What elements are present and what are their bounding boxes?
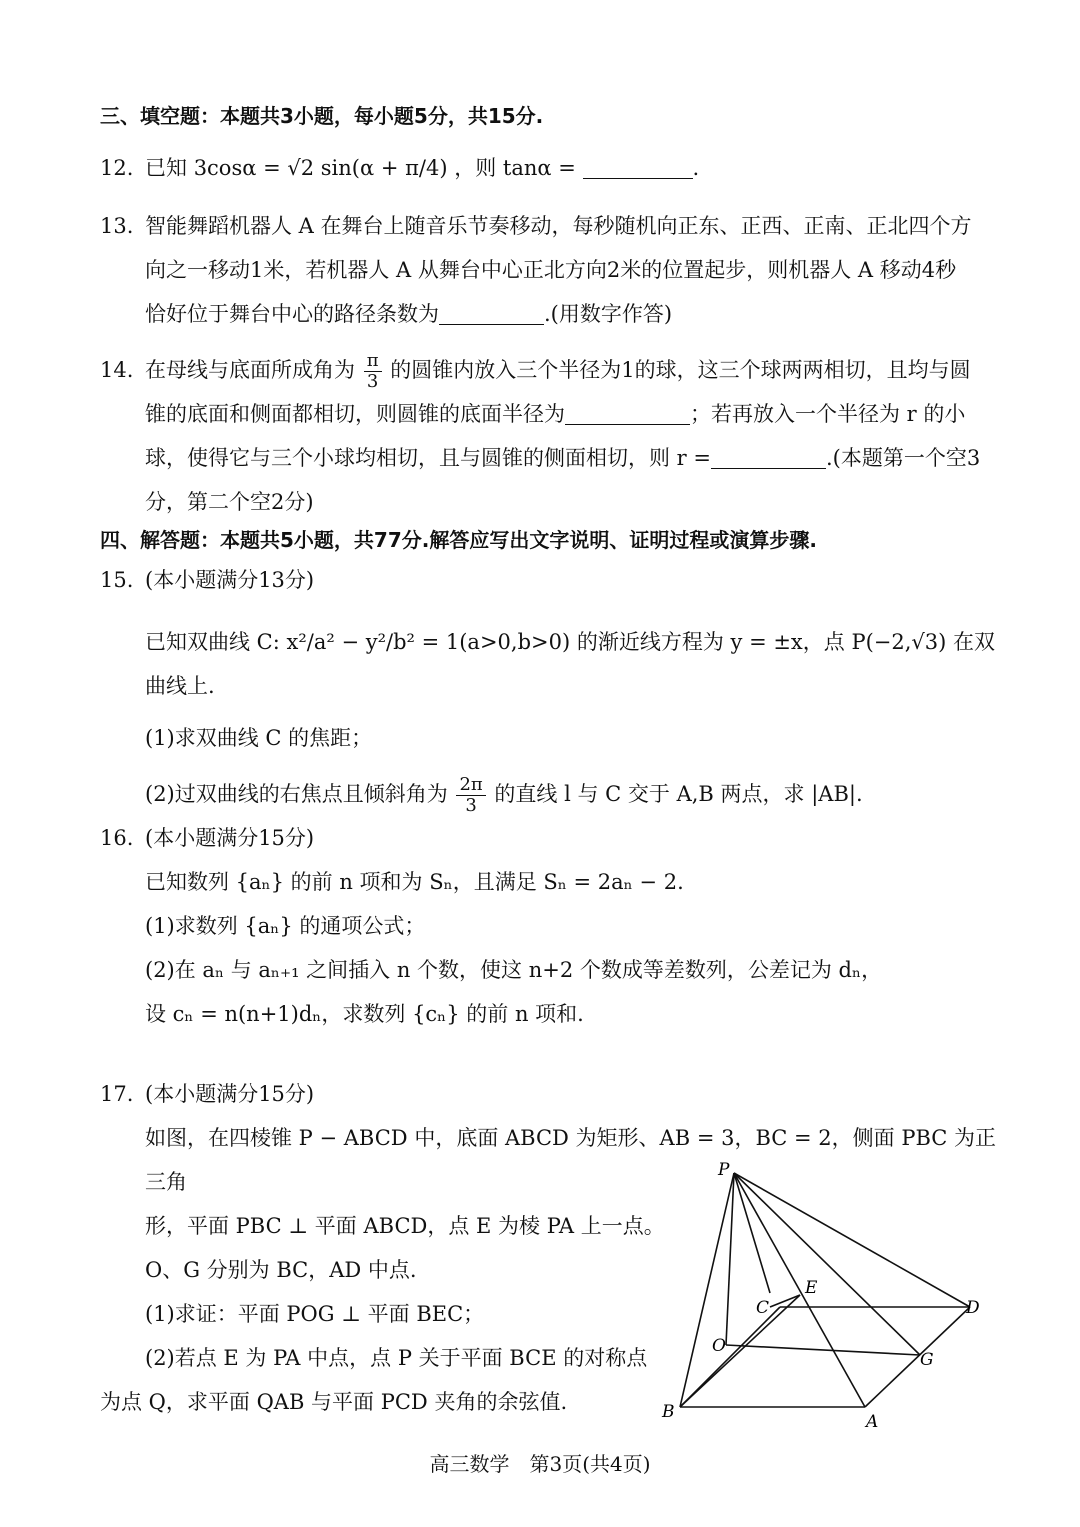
question-15: 15. (本小题满分13分) 已知双曲线 C: x²/a² − y²/b² = 1(a>0,b>0) 的渐近线方程为 y = ±x，点 P(−2,√3) 在双曲线上. (1)求双曲线 C 的焦距； (2)过双曲线的右焦点且倾斜角为 $\frac{2\pi}{3}$ 的直线 l 与 C 交于 A,B 两点，求 |AB|. [100, 568, 996, 816]
question-14: 14. 在母线与底面所成角为 $\frac{\pi}{3}$ 的圆锥内放入三个半径为1的球，这三个球两两相切，且均与圆 锥的底面和侧面都相切，则圆锥的底面半径为 ；若再放入一个半径为 r 的小 球，使得它与三个小球均相切，且与圆锥的侧面相切，则 r = .(本题第一个空3 分，第二个空2分) [100, 350, 981, 514]
question-16: 16. (本小题满分15分) 已知数列 {aₙ} 的前 n 项和为 Sₙ，且满足 Sₙ = 2aₙ − 2. (1)求数列 {aₙ} 的通项公式； (2)在 aₙ 与 aₙ₊₁ 之间插入 n 个数，使这 n+2 个数成等差数列，公差记为 dₙ， 设 cₙ = n(n+1)dₙ，求数列 {cₙ} 的前 n 项和. [100, 826, 883, 1026]
q12-formula: 3cosα = √2 sin(α + π/4) [193, 156, 448, 180]
page-footer: 高三数学 第3页(共4页) [429, 1452, 651, 1476]
label-P: P [718, 1160, 730, 1180]
answer-blank[interactable] [439, 298, 544, 325]
label-D: D [966, 1298, 980, 1318]
section4-heading: 四、解答题：本题共5小题，共77分.解答应写出文字说明、证明过程或演算步骤. [100, 528, 817, 552]
label-G: G [920, 1350, 934, 1370]
answer-blank[interactable] [565, 398, 690, 425]
question-12: 12. 已知 3cosα = √2 sin(α + π/4) ，则 tanα = . [100, 146, 1000, 190]
question-17: 17. (本小题满分15分) 如图，在四棱锥 P − ABCD 中，底面 ABCD 为矩形、AB = 3，BC = 2，侧面 PBC 为正三角 形，平面 PBC ⊥ 平面 ABCD，点 E 为棱 PA 上一点。 O、G 分别为 BC，AD 中点. (1)求证：平面 POG ⊥ 平面 BEC； (2)若点 E 为 PA 中点，点 P 关于平面 BCE 的对称点 为点 Q，求平面 QAB 与平面 PCD 夹角的余弦值. [100, 1082, 997, 1414]
pyramid-figure [650, 1155, 1010, 1435]
label-B: B [662, 1402, 675, 1422]
label-C: C [756, 1298, 770, 1318]
label-E: E [805, 1278, 818, 1298]
label-A: A [866, 1412, 879, 1432]
section3-heading: 三、填空题：本题共3小题，每小题5分，共15分. [100, 104, 544, 128]
question-13: 13. 智能舞蹈机器人 A 在舞台上随音乐节奏移动，每秒随机向正东、正西、正南、正北四个方 向之一移动1米，若机器人 A 从舞台中心正北方向2米的位置起步，则机器人 A 移动4秒 恰好位于舞台中心的路径条数为 .(用数字作答) [100, 214, 972, 326]
frac-pi-3: $\frac{\pi}{3}$ [364, 351, 382, 392]
answer-blank[interactable] [711, 442, 826, 469]
label-O: O [712, 1336, 726, 1356]
frac-2pi-3: $\frac{2\pi}{3}$ [456, 775, 485, 816]
answer-blank[interactable] [583, 152, 693, 179]
